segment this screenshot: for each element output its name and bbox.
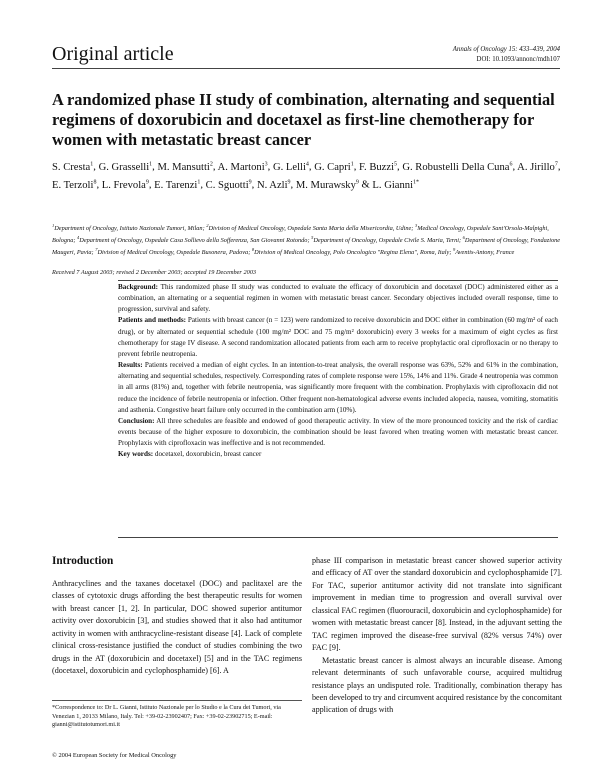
author-name: A. Martoni$^3$ bbox=[217, 161, 268, 173]
affiliations bbox=[52, 222, 562, 258]
section-heading-introduction: Introduction bbox=[52, 555, 114, 567]
author-affiliation-marker: 4 bbox=[305, 161, 309, 167]
author-affiliation-marker: 6 bbox=[509, 161, 513, 167]
author-name: S. Cresta$^1$ bbox=[52, 161, 94, 173]
correspondence-footnote: *Correspondence to: Dr L. Gianni, Istituto Nazionale per lo Studio e la Cura dei Tumori, via Venezian 1, 20133 Milano, Italy. Tel: +39-02-23902407; Fax: +39-02-23902715; E-mail: gianni@istitutotumori.mi.it bbox=[52, 704, 281, 729]
author-name: N. Azli$^9$ bbox=[256, 179, 291, 191]
article-title: A randomized phase II study of combination, alternating and sequential regimens of doxorubicin and docetaxel as first-line chemotherapy for women with metastatic breast cancer bbox=[52, 90, 555, 149]
author-affiliation-marker: 8 bbox=[93, 179, 97, 186]
author-name: E. Terzoli$^8$ bbox=[52, 179, 97, 191]
journal-citation bbox=[453, 45, 560, 65]
body-paragraph: Anthracyclines and the taxanes docetaxel (DOC) and paclitaxel are the classes of cytotoxic drugs affording the best therapeutic results for women with breast cancer [1, 2]. In particular, DOC showed superior antitumor activity over doxorubicin [3], and studies showed that it also had antitumor activity in women with anthracycline-resistant disease [4]. Lack of complete clinical cross-resistance justified the conduct of studies combining the two drugs in the AT (doxorubicin and docetaxel) [5] and in the TAC regimens (docetaxel, doxorubicin and cyclophosphamide) [6]. A bbox=[52, 579, 302, 676]
affiliation: $^5$Department of Oncology, Ospedale Civile S. Maria, Terni; bbox=[311, 234, 463, 244]
abstract bbox=[118, 282, 558, 461]
affiliation: $^4$Department of Oncology, Ospedale Casa Sollievo della Sofferenza, San Giovanni Rotondo; bbox=[77, 234, 312, 244]
affiliation: $^6$Department of Oncology, Fondazione Maugeri, Pavia; bbox=[52, 234, 561, 256]
author-affiliation-marker: 7 bbox=[554, 161, 558, 167]
footnote-rule bbox=[52, 700, 302, 701]
journal-line: Annals of Oncology 15: 433–439, 2004 bbox=[452, 46, 560, 53]
doi-line[interactable]: DOI: 10.1093/annonc/mdh107 bbox=[476, 56, 560, 63]
abstract-background: Background: This randomized phase II study was conducted to evaluate the efficacy of doxorubicin and docetaxel (DOC) administered either as a combination, an alternating or a sequential regimen in women with metastatic breast cancer. Secondary objectives included overall response, time to progression, survival and safety. bbox=[118, 283, 558, 314]
right-column bbox=[312, 555, 562, 717]
author-name: C. Sguotti$^9$ bbox=[205, 179, 252, 191]
body-paragraph: phase III comparison in metastatic breast cancer showed superior activity and efficacy of AT over the standard doxorubicin and cyclophosphamide [7]. For TAC, superior antitumor activity did not translate into significant improvement in median time to progression and overall survival over classical FAC regimen (fluorouracil, doxorubicin and cyclophosphamide) for women with metastatic breast cancer [8]. Instead, in the adjuvant setting the TAC regimen improved the disease-free survival (82% versus 74%) over FAC [9]. bbox=[312, 556, 562, 653]
author-affiliation-marker: 9 bbox=[145, 179, 149, 186]
author-affiliation-marker: 1 bbox=[149, 161, 153, 167]
affiliation: $^9$Aventis-Antony, France bbox=[453, 246, 515, 256]
author-affiliation-marker: 9 bbox=[287, 179, 291, 186]
section-label: Original article bbox=[52, 43, 174, 65]
author-affiliation-marker: 9 bbox=[355, 179, 359, 186]
abstract-methods: Patients and methods: Patients with breast cancer (n = 123) were randomized to receive doxorubicin and DOC either in combination (60 mg/m² of each drug), or by alternated or sequential schedule (100 mg/m² DOC and 75 mg/m² doxorubicin) every 3 weeks for a maximum of eight cycles as first chemotherapy for stage IV disease. A second randomization allocated patients from each arm to receive prophylactic oral ciprofloxacin or no therapy to prevent febrile neutropenia. bbox=[118, 316, 558, 358]
author-name: E. Tarenzi$^1$ bbox=[154, 179, 201, 191]
author-name: L. Frevola$^9$ bbox=[101, 179, 149, 191]
author-name: G. Lelli$^4$ bbox=[272, 161, 309, 173]
affiliation: $^2$Division of Medical Oncology, Ospedale Santa Maria della Misericordia, Udine; bbox=[206, 223, 415, 233]
affiliation: $^8$Division of Medical Oncology, Polo Oncologico "Regina Elena", Roma, Italy; bbox=[251, 246, 453, 256]
author-affiliation-marker: 1 bbox=[90, 161, 94, 167]
author-name: A. Jirillo$^7$ bbox=[517, 161, 558, 173]
abstract-results: Results: Patients received a median of eight cycles. In an intention-to-treat analysis, the overall response was 63%, 52% and 61% in the combination, alternating and sequential schedules, respectively. Corresponding rates of complete response were 15%, 14% and 11%. Grade 4 neutropenia was common in all arms (81%) and, together with febrile neutropenia, was significantly more frequent with the combination. Prophylaxis with ciprofloxacin did not reduce the incidence of febrile neutropenia or infection. Other frequent non-hematological adverse events included alopecia, nausea, vomiting, stomatitis and asthenia. Congestive heart failure only occurred in the combination arm (10%). bbox=[118, 361, 558, 414]
body-paragraph: Metastatic breast cancer is almost always an incurable disease. Among relevant determinants of such unfavorable course, acquired multidrug resistance plays an undisputed role. Traditionally, combination therapy has been developed to try and circumvent acquired resistance by the concomitant application of drugs with bbox=[312, 655, 562, 715]
author-list: S. Cresta$^1$, G. Grasselli$^1$, M. Mansutti$^2$, A. Martoni$^3$, G. Lelli$^4$, G. Capri$^1$, F. Buzzi$^5$, G. Robustelli Della Cuna$^6$, A. Jirillo$^7$, E. Terzoli$^8$, L. Frevola$^9$, E. Tarenzi$^1$, C. Sguotti$^9$, N. Azli$^9$, M. Murawsky$^9$ & L. Gianni$^{1*}$ bbox=[52, 161, 561, 191]
author-name: G. Capri$^1$ bbox=[314, 161, 354, 173]
header-rule bbox=[52, 68, 560, 69]
author-name: L. Gianni$^{1*}$ bbox=[372, 179, 420, 191]
author-affiliation-marker: 3 bbox=[264, 161, 268, 167]
abstract-keywords: Key words: docetaxel, doxorubicin, breast cancer bbox=[118, 450, 262, 459]
received-dates: Received 7 August 2003; revised 2 December 2003; accepted 19 December 2003 bbox=[52, 269, 257, 276]
author-affiliation-marker: 1 bbox=[197, 179, 201, 186]
abstract-conclusion: Conclusion: All three schedules are feasible and endowed of good therapeutic activity. In view of the more pronounced toxicity and the risk of cardiac events because of the higher exposure to doxorubicin, the combination should be least favored when treating women with metastatic breast cancer. Prophylaxis with ciprofloxacin was ineffective and is not recommended. bbox=[118, 416, 558, 448]
abstract-bottom-rule bbox=[118, 537, 558, 538]
author-affiliation-marker: 9 bbox=[248, 179, 252, 186]
author-name: M. Mansutti$^2$ bbox=[157, 161, 213, 173]
author-name: G. Robustelli Della Cuna$^6$ bbox=[402, 161, 513, 173]
author-affiliation-marker: 1 bbox=[350, 161, 354, 167]
affiliation: $^3$Medical Oncology, Ospedale Sant'Orsola-Malpighi, Bologna; bbox=[52, 223, 549, 244]
author-affiliation-marker: 5 bbox=[394, 161, 398, 167]
copyright-notice: © 2004 European Society for Medical Oncology bbox=[52, 752, 177, 759]
author-name: F. Buzzi$^5$ bbox=[358, 161, 398, 173]
author-affiliation-marker: 2 bbox=[209, 161, 213, 167]
author-affiliation-marker: 1* bbox=[413, 179, 420, 186]
affiliation: $^1$Department of Oncology, Istituto Nazionale Tumori, Milan; bbox=[52, 223, 207, 233]
abstract-top-rule bbox=[118, 280, 558, 281]
author-name: G. Grasselli$^1$ bbox=[98, 161, 153, 173]
author-name: M. Murawsky$^9$ bbox=[295, 179, 359, 191]
left-column bbox=[52, 555, 302, 678]
affiliation: $^7$Division of Medical Oncology, Ospedale Busonera, Padova; bbox=[95, 246, 252, 256]
